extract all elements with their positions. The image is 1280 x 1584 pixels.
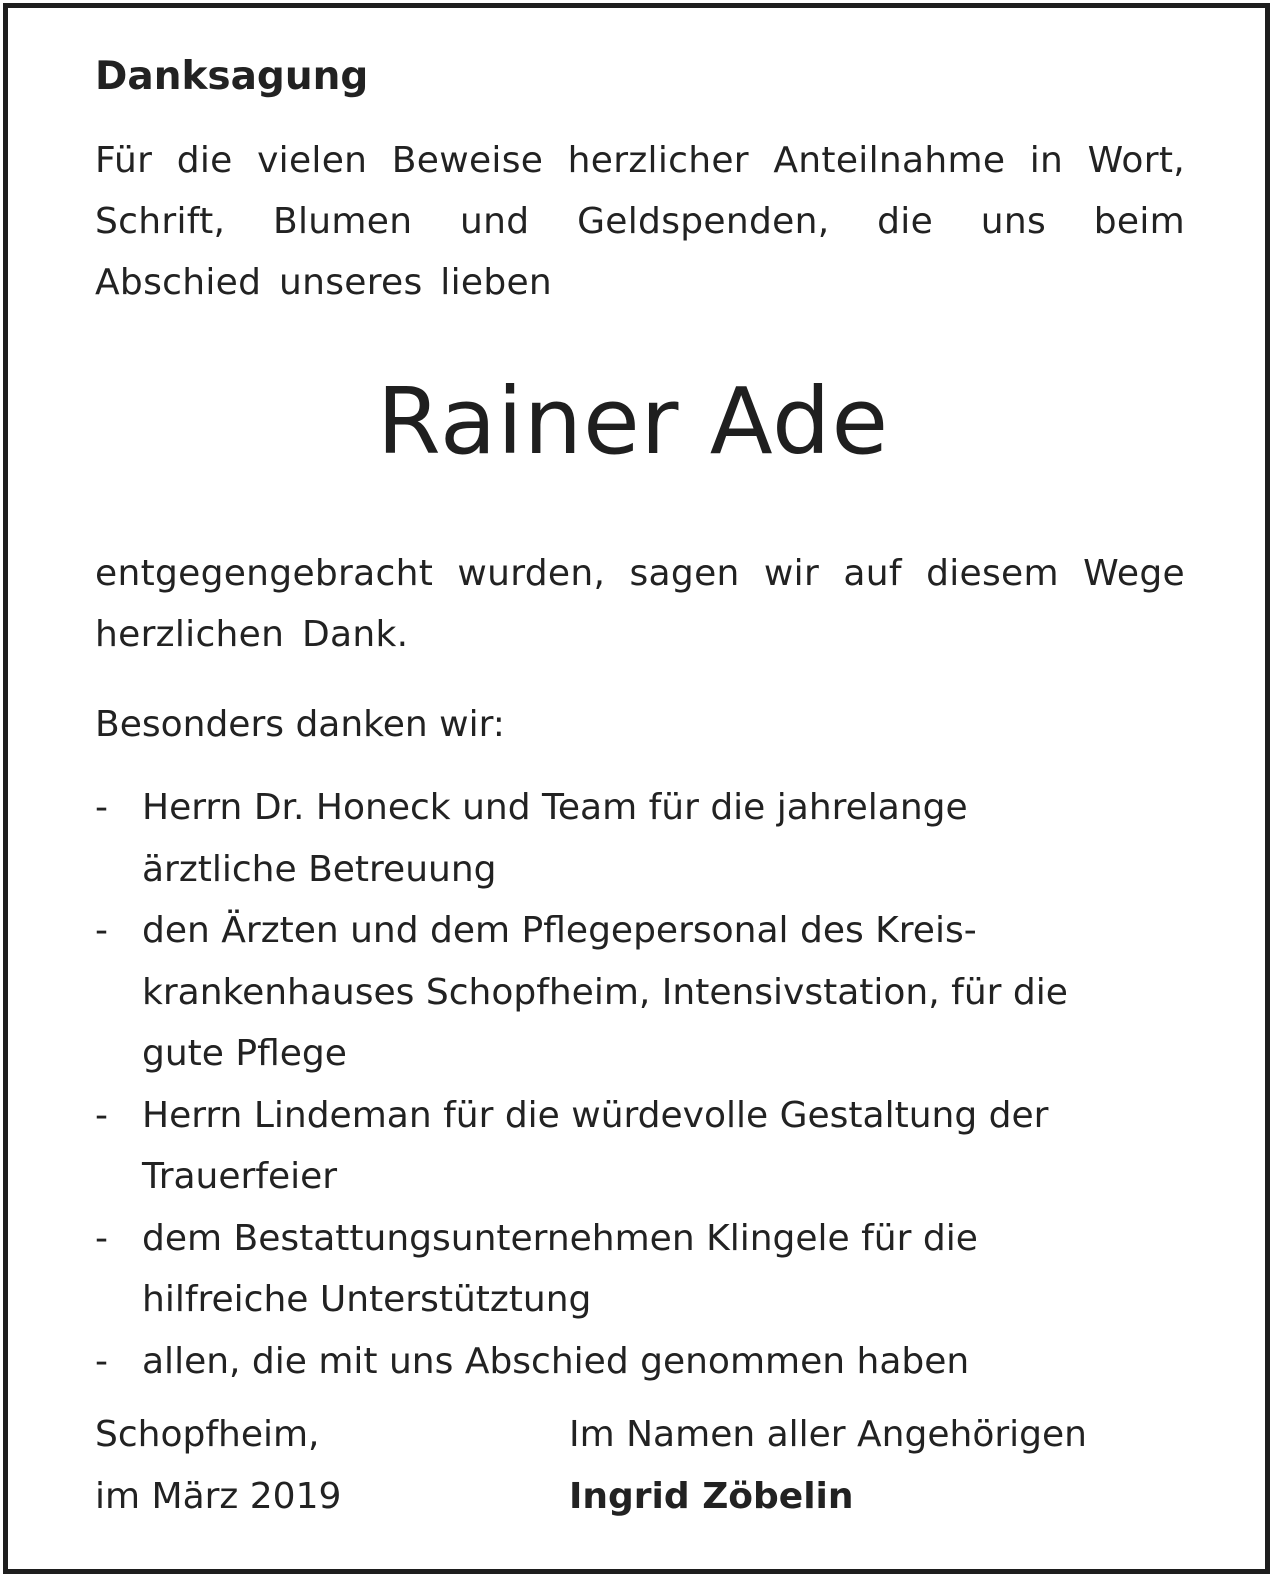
bullet-dash: -	[95, 1217, 108, 1259]
list-item-text: dem Bestattungsunternehmen Klingele für die hilfreiche Unterstütztung	[142, 1217, 978, 1320]
list-item-text: Herrn Dr. Honeck und Team für die jahrelange ärztliche Betreuung	[142, 787, 968, 890]
date: im März 2019	[95, 1476, 342, 1517]
list-item	[95, 900, 1185, 1085]
deceased-name: Rainer Ade	[376, 368, 890, 475]
intro-paragraph: Für die vielen Beweise herzlicher Anteilnahme in Wort, Schrift, Blumen und Geldspenden, die uns beim Abschied unseres lieben	[95, 140, 1185, 303]
special-thanks-intro: Besonders danken wir:	[95, 704, 505, 745]
list-item	[95, 1331, 1185, 1393]
bullet-dash: -	[95, 1340, 108, 1382]
list-item-text: allen, die mit uns Abschied genommen haben	[142, 1340, 970, 1382]
list-item	[95, 777, 1185, 900]
signer-name: Ingrid Zöbelin	[569, 1476, 854, 1517]
notice-footer	[95, 1404, 1185, 1534]
notice-heading: Danksagung	[95, 54, 369, 99]
bullet-dash: -	[95, 910, 108, 951]
list-item	[95, 1208, 1185, 1331]
special-thanks-list	[95, 777, 1185, 1392]
continuation-paragraph: entgegengebracht wurden, sagen wir auf diesem Wege herzlichen Dank.	[95, 553, 1185, 655]
list-item	[95, 1085, 1185, 1208]
bullet-dash: -	[95, 787, 108, 828]
place: Schopfheim,	[95, 1414, 320, 1455]
bullet-dash: -	[95, 1094, 108, 1136]
list-item-text: Herrn Lindeman für die würdevolle Gestaltung der Trauerfeier	[142, 1094, 1049, 1197]
list-item-text: den Ärzten und dem Pflegepersonal des Kreiskrankenhauses Schopfheim, Intensivstation, für die gute Pflege	[142, 910, 1068, 1074]
on-behalf-line: Im Namen aller Angehörigen	[569, 1414, 1087, 1455]
notice-body	[95, 50, 1185, 1392]
